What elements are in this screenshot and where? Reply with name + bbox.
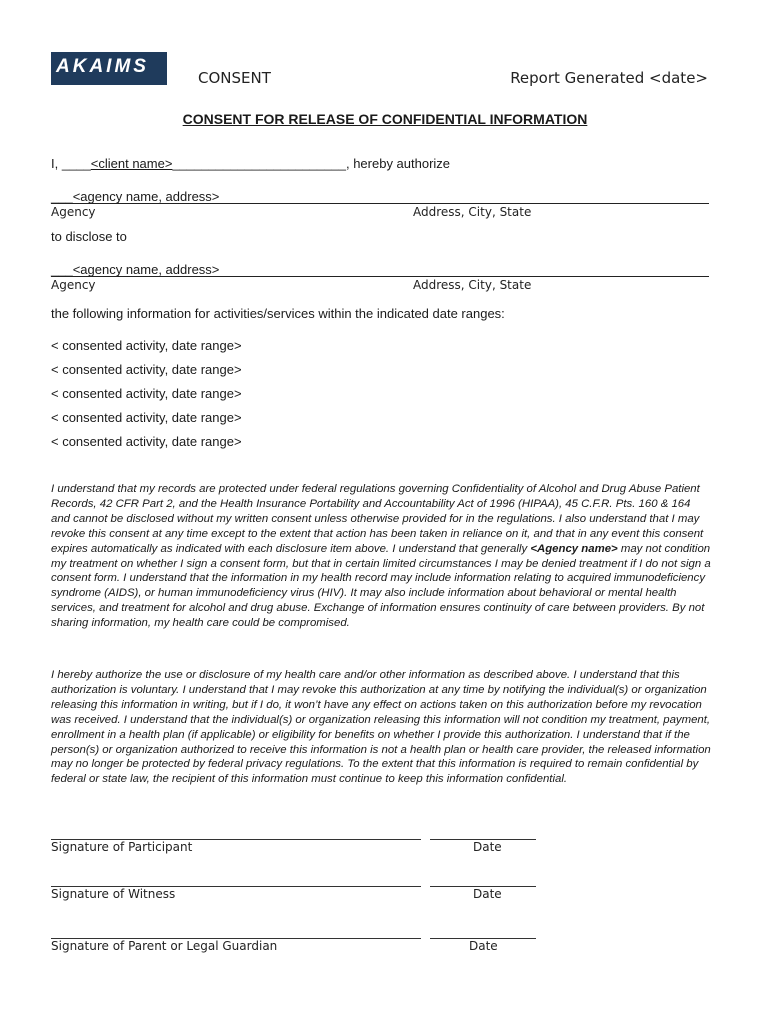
activity-item[interactable]: < consented activity, date range> (51, 434, 242, 449)
from-agency-field[interactable]: ___<agency name, address> (51, 189, 220, 204)
client-name-field[interactable]: <client name> (90, 156, 173, 171)
page-title: CONSENT FOR RELEASE OF CONFIDENTIAL INFORMATION (182, 111, 588, 127)
witness-date-label: Date (473, 887, 502, 901)
activity-item[interactable]: < consented activity, date range> (51, 362, 242, 377)
witness-signature-label: Signature of Witness (51, 887, 176, 901)
report-generated: Report Generated <date> (510, 69, 708, 87)
authorization-paragraph: I hereby authorize the use or disclosure of my health care and/or other information as described above. I understand that this authorization is voluntary. I understand that I may revoke this authorization at any time by notifying the individual(s) or organization releasing this information in writing, but if I do, it won’t have any effect on actions taken on this authorization before my revocation was received. I understand that the individual(s) or organization releasing this information will not condition my treatment, payment, enrollment in a health plan (if applicable) or eligibility for benefits on whether I provide this authorization. I understand that if the person(s) or organization authorized to receive this information is not a health plan or health care provider, the released information may no longer be protected by federal privacy regulations. To the extent that this information is required to remain confidential by federal or state law, the recipient of this information must continue to keep this information confidential. (51, 669, 711, 786)
participant-date-label: Date (473, 840, 502, 854)
from-agency-label: Agency (51, 205, 96, 219)
regulations-paragraph (51, 482, 711, 631)
following-info-text: the following information for activities/services within the indicated date ranges: (51, 306, 505, 321)
authorize-underscores: ________________________ (172, 156, 346, 171)
regulations-text-after: may not condition my treatment on whether I sign a consent form, but that in certain limited circumstances I may be denied treatment if I do not sign a consent form. I understand that the information in my health record may include information relating to acquired immunodeficiency syndrome (AIDS), or human immunodeficiency virus (HIV). It may also include information about behavioral or mental health services, and treatment for alcohol and drug abuse. Exchange of information ensures continuity of care between providers. By not sharing information, my health care could be compromised. (51, 542, 711, 630)
from-agency-underline (51, 203, 709, 204)
to-agency-field[interactable]: ___<agency name, address> (51, 262, 220, 277)
agency-name-placeholder: <Agency name> (530, 542, 618, 555)
akaims-logo: AKAIMS (51, 52, 167, 85)
guardian-date-label: Date (469, 939, 498, 953)
participant-signature-label: Signature of Participant (51, 840, 193, 854)
to-agency-label: Agency (51, 278, 96, 292)
guardian-signature-label: Signature of Parent or Legal Guardian (51, 939, 278, 953)
to-agency-underline (51, 276, 709, 277)
activity-item[interactable]: < consented activity, date range> (51, 410, 242, 425)
consent-label: CONSENT (198, 69, 271, 87)
activity-item[interactable]: < consented activity, date range> (51, 386, 242, 401)
authorize-prefix: I, ____ (51, 156, 91, 171)
regulations-text-before: I understand that my records are protected under federal regulations governing Confidentiality of Alcohol and Drug Abuse Patient Records, 42 CFR Part 2, and the Health Insurance Portability and Accountability Act of 1996 (HIPAA), 45 C.F.R. Pts. 160 & 164 and cannot be disclosed without my written consent unless otherwise provided for in the regulations. I also understand that I may revoke this consent at any time except to the extent that action has been taken in reliance on it, and that in any event this consent expires automatically as indicated with each disclosure item above. I understand that generally (51, 483, 704, 555)
to-address-label: Address, City, State (413, 278, 532, 292)
authorize-suffix: , hereby authorize (345, 156, 451, 171)
to-disclose-text: to disclose to (51, 229, 127, 244)
from-address-label: Address, City, State (413, 205, 532, 219)
authorize-line (51, 156, 450, 171)
activity-item[interactable]: < consented activity, date range> (51, 338, 242, 353)
